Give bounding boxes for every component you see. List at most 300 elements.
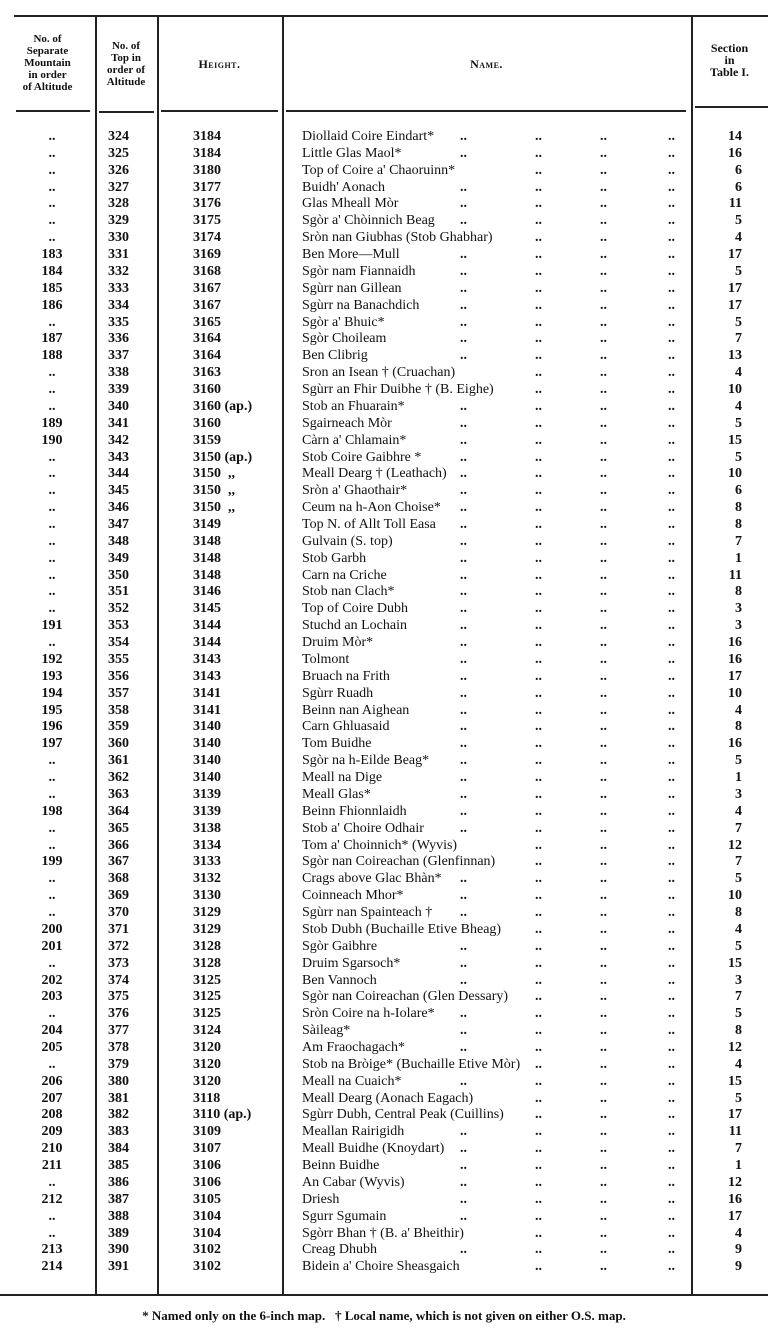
table-row xyxy=(0,398,768,415)
leader-dots: .. xyxy=(668,1039,675,1055)
name-cell: Sgùrr Dubh, Central Peak (Cuillins) xyxy=(302,1107,504,1123)
height-cell: 3130 xyxy=(193,888,221,904)
mountain-number-cell: 198 xyxy=(41,803,63,819)
leader-dots: .. xyxy=(535,348,542,364)
table-row xyxy=(0,600,768,617)
height-cell: 3167 xyxy=(193,280,221,296)
leader-dots: .. xyxy=(535,1259,542,1275)
top-number-cell: 353 xyxy=(108,618,129,634)
leader-dots: .. xyxy=(668,314,675,330)
top-number-cell: 344 xyxy=(108,466,129,482)
leader-dots: .. xyxy=(460,483,467,499)
mountain-number-cell: 195 xyxy=(41,702,63,718)
mountain-number-cell: 199 xyxy=(41,854,63,870)
name-cell: Stob an Fhuarain* xyxy=(302,398,405,414)
table-top-rule xyxy=(14,15,768,17)
leader-dots: .. xyxy=(600,449,607,465)
header-line: Altitude xyxy=(106,76,146,88)
mountain-number-cell: .. xyxy=(48,888,56,904)
leader-dots: .. xyxy=(600,905,607,921)
leader-dots: .. xyxy=(600,247,607,263)
height-cell: 3184 xyxy=(193,145,221,161)
table-row xyxy=(0,837,768,854)
table-row xyxy=(0,583,768,600)
name-cell: Sron an Isean † (Cruachan) xyxy=(302,365,456,381)
leader-dots: .. xyxy=(668,702,675,718)
mountain-number-cell: .. xyxy=(48,635,56,651)
table-row xyxy=(0,280,768,297)
leader-dots: .. xyxy=(535,1141,542,1157)
mountain-number-cell: .. xyxy=(48,533,56,549)
section-cell: 7 xyxy=(735,820,742,836)
leader-dots: .. xyxy=(600,938,607,954)
leader-dots: .. xyxy=(460,871,467,887)
section-cell: 10 xyxy=(728,888,742,904)
leader-dots: .. xyxy=(600,1124,607,1140)
section-cell: 5 xyxy=(735,263,742,279)
header-name: Name. xyxy=(470,57,503,71)
table-row xyxy=(0,617,768,634)
height-cell: 3176 xyxy=(193,196,221,212)
table-row xyxy=(0,938,768,955)
leader-dots: .. xyxy=(600,1158,607,1174)
leader-dots: .. xyxy=(600,129,607,144)
top-number-cell: 372 xyxy=(108,938,129,954)
height-cell: 3120 xyxy=(193,1073,221,1089)
leader-dots: .. xyxy=(535,432,542,448)
section-cell: 6 xyxy=(735,179,742,195)
name-cell: Sgòr Choileam xyxy=(302,331,387,347)
header-line: Mountain xyxy=(24,57,71,69)
section-cell: 12 xyxy=(728,837,742,853)
leader-dots: .. xyxy=(535,382,542,398)
name-cell: Carn Ghluasaid xyxy=(302,719,390,735)
leader-dots: .. xyxy=(600,230,607,246)
leader-dots: .. xyxy=(600,1056,607,1072)
table-row xyxy=(0,482,768,499)
name-cell: Tolmont xyxy=(302,651,350,667)
table-row xyxy=(0,904,768,921)
leader-dots: .. xyxy=(668,719,675,735)
leader-dots: .. xyxy=(460,1174,467,1190)
top-number-cell: 379 xyxy=(108,1056,129,1072)
height-cell: 3150 ,, xyxy=(193,466,235,482)
leader-dots: .. xyxy=(600,196,607,212)
mountain-number-cell: .. xyxy=(48,483,56,499)
header-underline xyxy=(99,111,154,113)
leader-dots: .. xyxy=(460,1023,467,1039)
name-cell: Stuchd an Lochain xyxy=(302,618,407,634)
mountain-number-cell: 196 xyxy=(41,719,63,735)
leader-dots: .. xyxy=(668,736,675,752)
table-row xyxy=(0,229,768,246)
leader-dots: .. xyxy=(668,415,675,431)
leader-dots: .. xyxy=(668,584,675,600)
leader-dots: .. xyxy=(668,247,675,263)
name-cell: Sgòr a' Chòinnich Beag xyxy=(302,213,435,229)
leader-dots: .. xyxy=(668,550,675,566)
name-cell: Sgurr Sgumain xyxy=(302,1208,387,1224)
table-row xyxy=(0,499,768,516)
section-cell: 1 xyxy=(735,770,742,786)
section-cell: 6 xyxy=(735,483,742,499)
height-cell: 3138 xyxy=(193,820,221,836)
table-row xyxy=(0,347,768,364)
leader-dots: .. xyxy=(600,145,607,161)
top-number-cell: 380 xyxy=(108,1073,129,1089)
leader-dots: .. xyxy=(460,972,467,988)
leader-dots: .. xyxy=(535,1174,542,1190)
name-cell: Meall na Dige xyxy=(302,770,383,786)
name-cell: Sgùrr na Banachdich xyxy=(302,297,420,313)
mountain-number-cell: 191 xyxy=(41,618,63,634)
mountain-number-cell: .. xyxy=(48,449,56,465)
top-number-cell: 343 xyxy=(108,449,129,465)
leader-dots: .. xyxy=(460,263,467,279)
header-line: Table I. xyxy=(710,65,749,79)
table-row xyxy=(0,381,768,398)
leader-dots: .. xyxy=(460,668,467,684)
top-number-cell: 358 xyxy=(108,702,129,718)
leader-dots: .. xyxy=(535,1056,542,1072)
table-row xyxy=(0,314,768,331)
leader-dots: .. xyxy=(535,618,542,634)
leader-dots: .. xyxy=(668,1056,675,1072)
leader-dots: .. xyxy=(668,1158,675,1174)
table-row xyxy=(0,330,768,347)
leader-dots: .. xyxy=(668,618,675,634)
mountain-number-cell: 188 xyxy=(41,348,63,364)
mountain-number-cell: 209 xyxy=(41,1124,63,1140)
leader-dots: .. xyxy=(535,550,542,566)
leader-dots: .. xyxy=(460,398,467,414)
height-cell: 3167 xyxy=(193,297,221,313)
mountain-number-cell: .. xyxy=(48,213,56,229)
leader-dots: .. xyxy=(600,770,607,786)
section-cell: 4 xyxy=(735,702,742,718)
table-row xyxy=(0,921,768,938)
table-row xyxy=(0,145,768,162)
leader-dots: .. xyxy=(535,449,542,465)
leader-dots: .. xyxy=(668,398,675,414)
leader-dots: .. xyxy=(535,179,542,195)
leader-dots: .. xyxy=(600,466,607,482)
section-cell: 1 xyxy=(735,1158,742,1174)
table-row xyxy=(0,1056,768,1073)
height-cell: 3134 xyxy=(193,837,221,853)
leader-dots: .. xyxy=(668,517,675,532)
height-cell: 3160 (ap.) xyxy=(193,398,253,414)
name-cell: Sgòr nan Coireachan (Glen Dessary) xyxy=(302,989,509,1005)
top-number-cell: 384 xyxy=(108,1141,129,1157)
top-number-cell: 334 xyxy=(108,297,129,313)
section-cell: 10 xyxy=(728,685,742,701)
leader-dots: .. xyxy=(668,230,675,246)
mountain-number-cell: 192 xyxy=(41,651,63,667)
height-cell: 3165 xyxy=(193,314,221,330)
name-cell: Crags above Glac Bhàn* xyxy=(302,871,442,887)
mountain-number-cell: .. xyxy=(48,770,56,786)
section-cell: 8 xyxy=(735,1023,742,1039)
top-number-cell: 337 xyxy=(108,348,129,364)
leader-dots: .. xyxy=(535,635,542,651)
leader-dots: .. xyxy=(535,129,542,144)
header-line: Section xyxy=(710,41,749,55)
header-line: No. of xyxy=(111,40,141,52)
section-cell: 14 xyxy=(728,129,742,144)
leader-dots: .. xyxy=(535,1090,542,1106)
top-number-cell: 350 xyxy=(108,567,129,583)
top-number-cell: 367 xyxy=(108,854,129,870)
leader-dots: .. xyxy=(535,331,542,347)
table-row xyxy=(0,735,768,752)
leader-dots: .. xyxy=(668,651,675,667)
table-row xyxy=(0,870,768,887)
top-number-cell: 378 xyxy=(108,1039,129,1055)
name-cell: Buidh' Aonach xyxy=(302,179,386,195)
top-number-cell: 382 xyxy=(108,1107,129,1123)
mountain-number-cell: .. xyxy=(48,230,56,246)
name-cell: Tom a' Choinnich* (Wyvis) xyxy=(302,837,458,853)
top-number-cell: 357 xyxy=(108,685,129,701)
name-cell: Sròn a' Ghaothair* xyxy=(302,483,408,499)
leader-dots: .. xyxy=(668,955,675,971)
leader-dots: .. xyxy=(668,432,675,448)
height-cell: 3133 xyxy=(193,854,221,870)
top-number-cell: 333 xyxy=(108,280,129,296)
table-row xyxy=(0,685,768,702)
leader-dots: .. xyxy=(460,297,467,313)
leader-dots: .. xyxy=(600,854,607,870)
section-cell: 11 xyxy=(728,567,742,583)
section-cell: 11 xyxy=(728,1124,742,1140)
leader-dots: .. xyxy=(600,213,607,229)
top-number-cell: 389 xyxy=(108,1225,129,1241)
section-cell: 8 xyxy=(735,719,742,735)
height-cell: 3104 xyxy=(193,1225,221,1241)
height-cell: 3140 xyxy=(193,719,221,735)
section-cell: 16 xyxy=(728,651,742,667)
mountain-number-cell: .. xyxy=(48,753,56,769)
top-number-cell: 375 xyxy=(108,989,129,1005)
mountain-number-cell: .. xyxy=(48,196,56,212)
height-cell: 3140 xyxy=(193,753,221,769)
leader-dots: .. xyxy=(668,1006,675,1022)
leader-dots: .. xyxy=(535,213,542,229)
leader-dots: .. xyxy=(600,736,607,752)
leader-dots: .. xyxy=(600,382,607,398)
table-row xyxy=(0,1090,768,1107)
leader-dots: .. xyxy=(460,348,467,364)
top-number-cell: 345 xyxy=(108,483,129,499)
table-row xyxy=(0,297,768,314)
leader-dots: .. xyxy=(460,550,467,566)
mountain-number-cell: 185 xyxy=(41,280,63,296)
section-cell: 4 xyxy=(735,1225,742,1241)
leader-dots: .. xyxy=(460,213,467,229)
height-cell: 3174 xyxy=(193,230,221,246)
top-number-cell: 359 xyxy=(108,719,129,735)
leader-dots: .. xyxy=(600,618,607,634)
leader-dots: .. xyxy=(668,365,675,381)
top-number-cell: 355 xyxy=(108,651,129,667)
leader-dots: .. xyxy=(668,1259,675,1275)
leader-dots: .. xyxy=(600,972,607,988)
mountain-number-cell: 213 xyxy=(41,1242,63,1258)
height-cell: 3128 xyxy=(193,955,221,971)
mountain-number-cell: .. xyxy=(48,584,56,600)
height-cell: 3118 xyxy=(193,1090,221,1106)
section-cell: 15 xyxy=(728,1073,742,1089)
name-cell: Sgòr nam Fiannaidh xyxy=(302,263,416,279)
section-cell: 16 xyxy=(728,635,742,651)
leader-dots: .. xyxy=(668,382,675,398)
table-row xyxy=(0,533,768,550)
leader-dots: .. xyxy=(600,719,607,735)
mountain-number-cell: .. xyxy=(48,129,56,144)
name-cell: Sgòrr Bhan † (B. a' Bheithir) xyxy=(302,1225,464,1241)
table-row xyxy=(0,415,768,432)
height-cell: 3125 xyxy=(193,1006,221,1022)
height-cell: 3150 ,, xyxy=(193,500,235,516)
leader-dots: .. xyxy=(535,1124,542,1140)
leader-dots: .. xyxy=(600,651,607,667)
name-cell: Beinn nan Aighean xyxy=(302,702,410,718)
table-row xyxy=(0,1258,768,1275)
leader-dots: .. xyxy=(668,837,675,853)
footnote: * Named only on the 6-inch map. † Local name, which is not given on either O.S. map. xyxy=(142,1308,626,1323)
leader-dots: .. xyxy=(460,1208,467,1224)
leader-dots: .. xyxy=(600,432,607,448)
section-cell: 5 xyxy=(735,1006,742,1022)
leader-dots: .. xyxy=(668,905,675,921)
mountain-number-cell: 197 xyxy=(41,736,63,752)
header-section xyxy=(691,42,768,78)
header-line: in xyxy=(724,53,735,67)
top-number-cell: 348 xyxy=(108,533,129,549)
table-row xyxy=(0,634,768,651)
table-row xyxy=(0,820,768,837)
leader-dots: .. xyxy=(600,533,607,549)
top-number-cell: 369 xyxy=(108,888,129,904)
leader-dots: .. xyxy=(460,196,467,212)
table-row xyxy=(0,1022,768,1039)
leader-dots: .. xyxy=(535,1225,542,1241)
leader-dots: .. xyxy=(668,972,675,988)
leader-dots: .. xyxy=(668,820,675,836)
height-cell: 3175 xyxy=(193,213,221,229)
table-row xyxy=(0,702,768,719)
leader-dots: .. xyxy=(600,1090,607,1106)
name-cell: Creag Dhubh xyxy=(302,1242,378,1258)
leader-dots: .. xyxy=(460,584,467,600)
table-row xyxy=(0,1123,768,1140)
table-row xyxy=(0,246,768,263)
mountain-number-cell: 204 xyxy=(41,1023,63,1039)
mountain-number-cell: .. xyxy=(48,179,56,195)
leader-dots: .. xyxy=(600,483,607,499)
table-row xyxy=(0,449,768,466)
table-row xyxy=(0,752,768,769)
leader-dots: .. xyxy=(668,1174,675,1190)
leader-dots: .. xyxy=(460,618,467,634)
table-row xyxy=(0,1039,768,1056)
height-cell: 3146 xyxy=(193,584,221,600)
mountain-number-cell: .. xyxy=(48,567,56,583)
name-cell: Sgùrr an Fhir Duibhe † (B. Eighe) xyxy=(302,382,494,398)
name-cell: Coinneach Mhor* xyxy=(302,888,404,904)
mountain-number-cell: .. xyxy=(48,1225,56,1241)
header-line: order of xyxy=(107,64,145,76)
leader-dots: .. xyxy=(460,770,467,786)
leader-dots: .. xyxy=(668,871,675,887)
height-cell: 3132 xyxy=(193,871,221,887)
name-cell: Sgùrr nan Gillean xyxy=(302,280,402,296)
leader-dots: .. xyxy=(600,601,607,617)
leader-dots: .. xyxy=(460,129,467,144)
leader-dots: .. xyxy=(600,820,607,836)
name-cell: Glas Mheall Mòr xyxy=(302,196,399,212)
leader-dots: .. xyxy=(668,753,675,769)
leader-dots: .. xyxy=(600,871,607,887)
top-number-cell: 383 xyxy=(108,1124,129,1140)
leader-dots: .. xyxy=(600,1141,607,1157)
leader-dots: .. xyxy=(460,820,467,836)
height-cell: 3164 xyxy=(193,348,221,364)
top-number-cell: 335 xyxy=(108,314,129,330)
height-cell: 3129 xyxy=(193,921,221,937)
leader-dots: .. xyxy=(600,803,607,819)
section-cell: 7 xyxy=(735,1141,742,1157)
leader-dots: .. xyxy=(668,466,675,482)
height-cell: 3150 (ap.) xyxy=(193,449,253,465)
table-row xyxy=(0,567,768,584)
name-cell: Beinn Buidhe xyxy=(302,1158,380,1174)
leader-dots: .. xyxy=(600,567,607,583)
table-row xyxy=(0,718,768,735)
height-cell: 3150 ,, xyxy=(193,483,235,499)
section-cell: 6 xyxy=(735,162,742,178)
table-row xyxy=(0,1106,768,1123)
mountain-number-cell: .. xyxy=(48,837,56,853)
leader-dots: .. xyxy=(535,1191,542,1207)
top-number-cell: 371 xyxy=(108,921,129,937)
name-cell: Druim Mòr* xyxy=(302,635,374,651)
mountain-number-cell: .. xyxy=(48,786,56,802)
height-cell: 3159 xyxy=(193,432,221,448)
mountain-number-cell: .. xyxy=(48,1056,56,1072)
height-cell: 3109 xyxy=(193,1124,221,1140)
leader-dots: .. xyxy=(668,500,675,516)
leader-dots: .. xyxy=(600,955,607,971)
leader-dots: .. xyxy=(600,1039,607,1055)
leader-dots: .. xyxy=(600,297,607,313)
name-cell: Stob Garbh xyxy=(302,550,367,566)
mountain-number-cell: 201 xyxy=(41,938,63,954)
leader-dots: .. xyxy=(668,196,675,212)
top-number-cell: 356 xyxy=(108,668,129,684)
leader-dots: .. xyxy=(535,263,542,279)
section-cell: 10 xyxy=(728,382,742,398)
leader-dots: .. xyxy=(668,263,675,279)
leader-dots: .. xyxy=(535,230,542,246)
leader-dots: .. xyxy=(600,415,607,431)
mountain-number-cell: .. xyxy=(48,905,56,921)
leader-dots: .. xyxy=(600,398,607,414)
height-cell: 3125 xyxy=(193,972,221,988)
leader-dots: .. xyxy=(600,584,607,600)
leader-dots: .. xyxy=(460,938,467,954)
